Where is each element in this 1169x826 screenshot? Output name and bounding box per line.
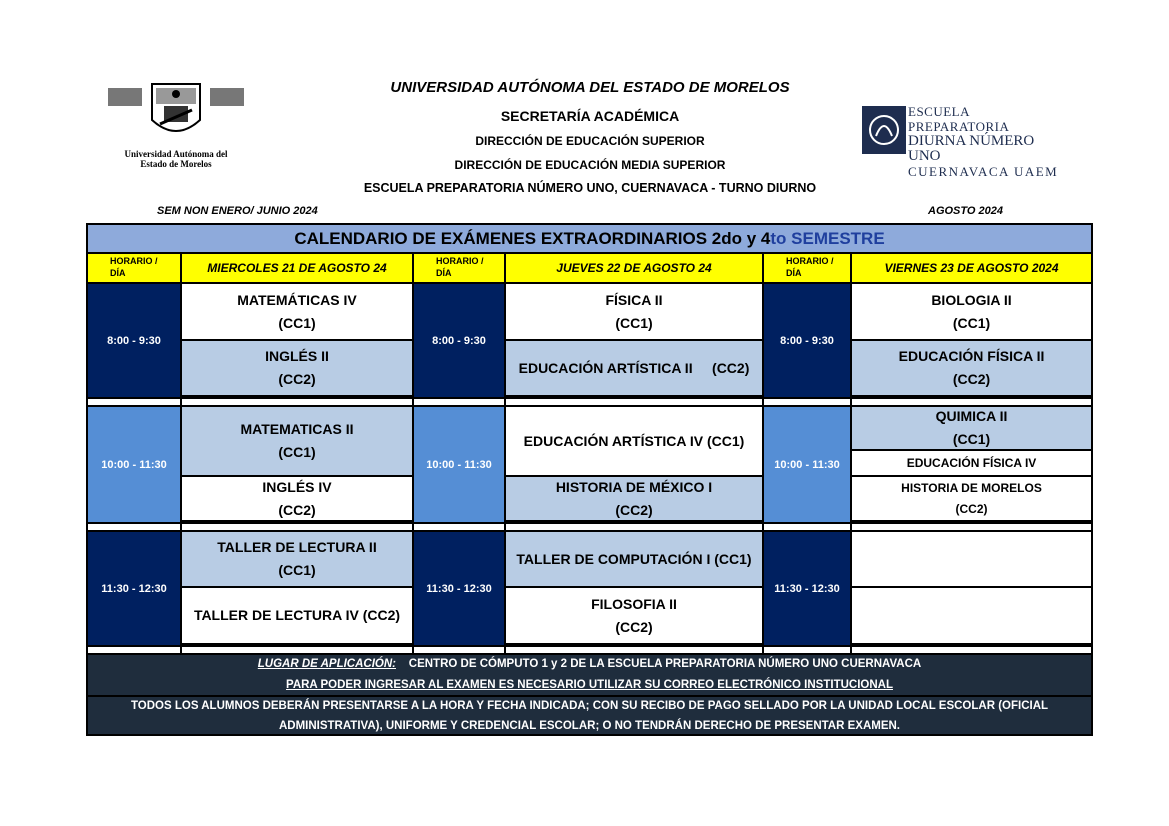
- exam-subject: EDUCACIÓN ARTÍSTICA IV (CC1): [523, 432, 745, 449]
- exam-room: (CC2): [278, 371, 316, 387]
- row-separator: [182, 645, 414, 653]
- dia-label: DÍA: [786, 268, 802, 278]
- exam-subject: TALLER DE LECTURA IV (CC2): [193, 607, 401, 623]
- application-place-footer: [88, 653, 1091, 695]
- empty-cell: [852, 588, 1091, 645]
- exam-subject: TALLER DE LECTURA II: [217, 539, 377, 555]
- exam-room: (CC2): [278, 501, 316, 518]
- horario-header: [764, 254, 852, 284]
- direccion-superior: DIRECCIÓN DE EDUCACIÓN SUPERIOR: [475, 134, 705, 148]
- time-slot: 10:00 - 11:30: [88, 407, 182, 522]
- exam-cell: [852, 284, 1091, 341]
- prepa-logo-text-1: ESCUELA PREPARATORIA: [908, 104, 1010, 134]
- exam-room: (CC2): [955, 501, 988, 516]
- exam-cell: [506, 284, 764, 341]
- row-separator: [88, 397, 182, 407]
- exam-room: (CC1): [952, 431, 991, 447]
- exam-room: (CC1): [278, 562, 316, 578]
- time-slot: 10:00 - 11:30: [764, 407, 852, 522]
- exam-cell: [852, 477, 1091, 522]
- exam-cell: [506, 588, 764, 645]
- exam-cell: [852, 407, 1091, 451]
- time-slot: 8:00 - 9:30: [764, 284, 852, 397]
- calendar-title-semester: to SEMESTRE: [770, 228, 885, 248]
- lugar-label: LUGAR DE APLICACIÓN:: [257, 658, 396, 670]
- empty-cell: [852, 532, 1091, 588]
- row-separator: [414, 522, 506, 532]
- row-separator: [764, 522, 852, 532]
- day-header-friday: VIERNES 23 DE AGOSTO 2024: [852, 254, 1091, 284]
- semester-label: SEM NON ENERO/ JUNIO 2024: [157, 205, 318, 217]
- row-separator: [852, 522, 1091, 532]
- row-separator: [506, 397, 764, 407]
- exam-cell: [182, 588, 414, 645]
- row-separator: [506, 522, 764, 532]
- row-separator: [414, 397, 506, 407]
- row-separator: [506, 645, 764, 653]
- exam-cell: [182, 284, 414, 341]
- exam-room: (CC1): [278, 314, 316, 331]
- exam-cell: [182, 341, 414, 397]
- aviso-line-2: ADMINISTRATIVA), UNIFORME Y CREDENCIAL ESCOLAR; O NO TENDRÁN DERECHO DE PRESENTAR EXAMEN.: [278, 719, 901, 732]
- university-title: UNIVERSIDAD AUTÓNOMA DEL ESTADO DE MORELOS: [390, 79, 790, 96]
- horario-header: [414, 254, 506, 284]
- row-separator: [88, 645, 182, 653]
- aviso-line-1: TODOS LOS ALUMNOS DEBERÁN PRESENTARSE A LA HORA Y FECHA INDICADA; CON SU RECIBO DE PAGO SELLADO POR LA UNIDAD LOCAL ESCOLAR (OFICIAL: [130, 699, 1049, 712]
- exam-room: (CC2): [952, 371, 991, 387]
- exam-subject: TALLER DE COMPUTACIÓN I (CC1): [516, 550, 752, 567]
- horario-label: HORARIO /: [436, 256, 484, 266]
- exam-subject: HISTORIA DE MORELOS: [901, 480, 1042, 495]
- time-slot: 8:00 - 9:30: [88, 284, 182, 397]
- month-label: AGOSTO 2024: [928, 205, 1003, 217]
- row-separator: [88, 522, 182, 532]
- direccion-media-superior: DIRECCIÓN DE EDUCACIÓN MEDIA SUPERIOR: [454, 158, 726, 172]
- exam-subject: EDUCACIÓN ARTÍSTICA II (CC2): [518, 359, 750, 376]
- row-separator: [182, 397, 414, 407]
- exam-subject: MATEMATICAS II: [240, 421, 354, 437]
- horario-label: HORARIO /: [786, 256, 834, 266]
- day-header-wednesday: MIERCOLES 21 DE AGOSTO 24: [182, 254, 414, 284]
- attendance-notice-footer: [88, 695, 1091, 734]
- prepa-logo-text-3: CUERNAVACA UAEM: [908, 164, 1059, 179]
- dia-label: DÍA: [110, 268, 126, 278]
- uaem-logo: [100, 80, 252, 169]
- time-slot: 8:00 - 9:30: [414, 284, 506, 397]
- calendar-title: [88, 225, 1091, 254]
- exam-subject: MATEMÁTICAS IV: [237, 291, 357, 308]
- time-slot: 11:30 - 12:30: [414, 532, 506, 645]
- row-separator: [764, 397, 852, 407]
- exam-room: (CC1): [952, 314, 991, 331]
- time-slot: 11:30 - 12:30: [88, 532, 182, 645]
- exam-cell: [506, 532, 764, 588]
- exam-subject: EDUCACIÓN FÍSICA IV: [906, 455, 1037, 470]
- exam-room: (CC1): [278, 444, 316, 460]
- time-slot: 10:00 - 11:30: [414, 407, 506, 522]
- exam-cell: [506, 341, 764, 397]
- exam-subject: BIOLOGIA II: [931, 291, 1012, 308]
- uaem-logo-text-2: Estado de Morelos: [140, 159, 212, 169]
- dia-label: DÍA: [436, 268, 452, 278]
- correo-notice: PARA PODER INGRESAR AL EXAMEN ES NECESARIO UTILIZAR SU CORREO ELECTRÓNICO INSTITUCIONAL: [286, 679, 893, 691]
- exam-subject: QUIMICA II: [935, 408, 1008, 424]
- exam-cell: [182, 532, 414, 588]
- exam-room: (CC2): [615, 618, 653, 635]
- uaem-shield-icon: [100, 80, 252, 142]
- exam-subject: HISTORIA DE MÉXICO I: [555, 478, 713, 495]
- row-separator: [852, 645, 1091, 653]
- escuela-title: ESCUELA PREPARATORIA NÚMERO UNO, CUERNAVACA - TURNO DIURNO: [363, 181, 817, 195]
- exam-subject: EDUCACIÓN FÍSICA II: [898, 348, 1045, 364]
- exam-room: (CC2): [615, 501, 653, 518]
- exam-subject: INGLÉS II: [265, 348, 329, 364]
- lugar-value: CENTRO DE CÓMPUTO 1 y 2 DE LA ESCUELA PREPARATORIA NÚMERO UNO CUERNAVACA: [408, 658, 922, 670]
- exam-cell: [506, 477, 764, 522]
- exam-calendar-table: [86, 223, 1093, 736]
- horario-header: [88, 254, 182, 284]
- exam-cell: [852, 451, 1091, 477]
- horario-label: HORARIO /: [110, 256, 158, 266]
- time-slot: 11:30 - 12:30: [764, 532, 852, 645]
- exam-subject: FÍSICA II: [605, 291, 663, 308]
- exam-cell: [182, 477, 414, 522]
- exam-cell: [506, 407, 764, 477]
- exam-cell: [182, 407, 414, 477]
- row-separator: [764, 645, 852, 653]
- day-header-thursday: JUEVES 22 DE AGOSTO 24: [506, 254, 764, 284]
- uaem-logo-text-1: Universidad Autónoma del: [124, 149, 228, 159]
- row-separator: [414, 645, 506, 653]
- exam-subject: INGLÉS IV: [262, 478, 332, 495]
- exam-subject: FILOSOFIA II: [591, 595, 677, 612]
- row-separator: [182, 522, 414, 532]
- secretaria-title: SECRETARÍA ACADÉMICA: [500, 108, 680, 124]
- prepa-logo-text-2: DIURNA NÚMERO UNO: [908, 133, 1035, 164]
- calendar-title-main: CALENDARIO DE EXÁMENES EXTRAORDINARIOS 2do y 4: [294, 228, 771, 248]
- exam-room: (CC1): [615, 314, 653, 331]
- exam-cell: [852, 341, 1091, 397]
